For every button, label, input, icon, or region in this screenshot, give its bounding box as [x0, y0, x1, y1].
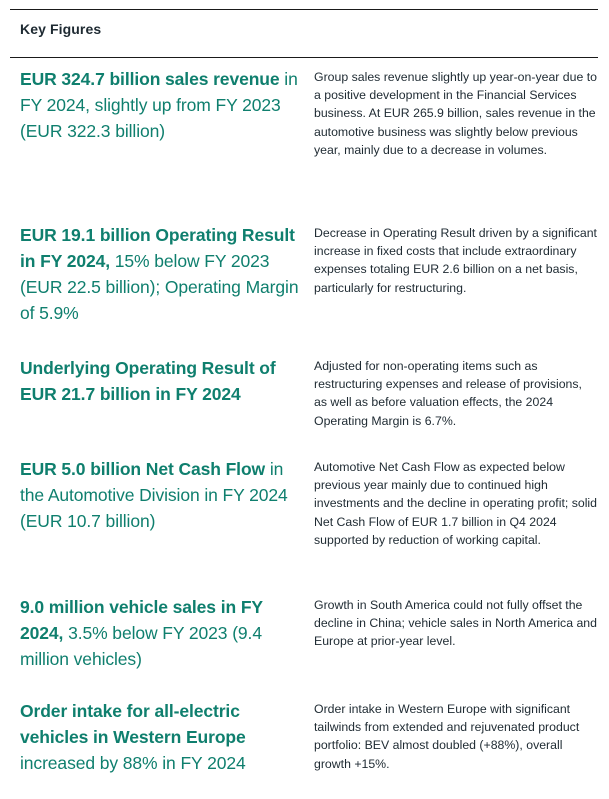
page-title: Key Figures [20, 21, 102, 37]
figure-headline-bold: EUR 324.7 billion sales revenue [20, 69, 280, 89]
figure-description: Order intake in Western Europe with significant tailwinds from extended and rejuvenated product portfolio: BEV almost doubled (+88%), overall growth +15%. [314, 702, 580, 771]
figure-headline-bold: EUR 5.0 billion Net Cash Flow [20, 459, 266, 479]
figure-headline-regular: increased by 88% in FY 2024 [20, 753, 246, 773]
figure-headline-bold: Order intake for all-electric vehicles in Western Europe [20, 701, 246, 747]
figure-headline-bold: 9.0 million vehicle sales in FY 2024, [20, 597, 263, 643]
figure-headline [20, 66, 300, 144]
figure-description: Decrease in Operating Result driven by a significant increase in fixed costs that include extraordinary expenses totaling EUR 2.6 billion on a net basis, particularly for restructuring. [314, 226, 597, 295]
figure-headline-bold: EUR 19.1 billion Operating Result in FY 2024, [20, 225, 295, 271]
figure-headline-bold: Underlying Operating Result of EUR 21.7 billion in FY 2024 [20, 358, 276, 404]
figure-headline-regular: in FY 2024, slightly up from FY 2023 (EUR 322.3 billion) [20, 69, 298, 141]
figure-headline-regular: 15% below FY 2023 (EUR 22.5 billion); Operating Margin of 5.9% [20, 251, 299, 323]
figure-description: Automotive Net Cash Flow as expected below previous year mainly due to continued high investments and the decline in operating profit; solid Net Cash Flow of EUR 1.7 billion in Q4 2024 supported by reduction of working capital. [314, 460, 597, 547]
figure-description: Growth in South America could not fully offset the decline in China; vehicle sales in North America and Europe at prior-year level. [314, 598, 597, 649]
figure-headline [20, 456, 300, 534]
figure-headline [20, 698, 300, 776]
header-bottom-rule [10, 57, 598, 58]
figure-headline-regular: 3.5% below FY 2023 (9.4 million vehicles) [20, 623, 262, 669]
figure-description: Group sales revenue slightly up year-on-year due to a positive development in the Financial Services business. At EUR 265.9 billion, sales revenue in the automotive business was slightly below previous year, mainly due to a decrease in volumes. [314, 70, 597, 157]
figure-headline [20, 355, 300, 407]
figure-headline [20, 594, 300, 672]
header-top-rule [10, 9, 598, 10]
figure-description: Adjusted for non-operating items such as restructuring expenses and release of provisions, as well as before valuation effects, the 2024 Operating Margin is 6.7%. [314, 359, 582, 428]
figure-headline-regular: in the Automotive Division in FY 2024 (EUR 10.7 billion) [20, 459, 288, 531]
figure-headline [20, 222, 300, 326]
